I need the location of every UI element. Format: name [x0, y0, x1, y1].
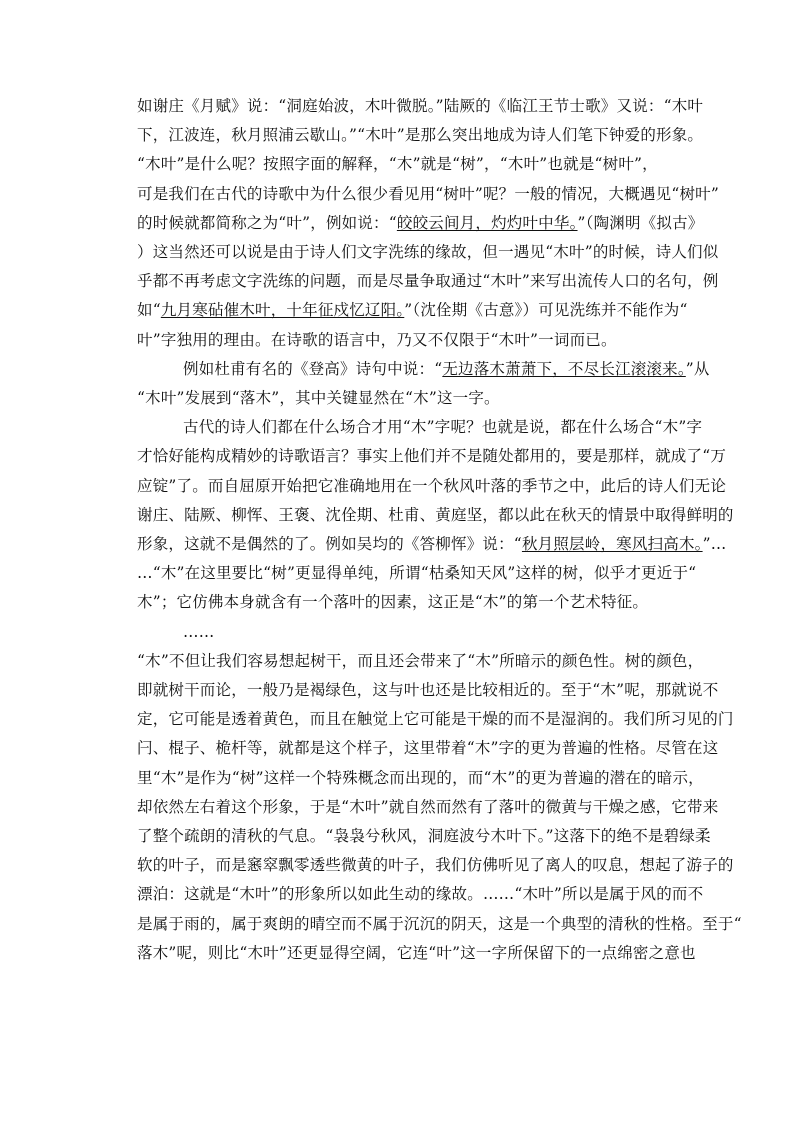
line-text: 里“木”是作为“树”这样一个特殊概念而出现的，而“木”的更为普遍的潜在的暗示， [137, 768, 704, 787]
line-text: 才恰好能构成精妙的诗歌语言？事实上他们并不是随处都用的，要是那样，就成了“万 [137, 447, 727, 466]
line-text: “木叶”是什么呢？按照字面的解释，“木”就是“树”，“木叶”也就是“树叶”， [137, 155, 658, 174]
line-text: “木叶”发展到“落木”，其中关键显然在“木”这一字。 [137, 389, 500, 408]
line-text: ”从 [685, 359, 710, 378]
document-body [137, 92, 742, 968]
quoted-poem-line: 皎皎云间月，灼灼叶中华。 [396, 213, 578, 232]
quoted-poem-line: 无边落木萧萧下，不尽长江滚滚来。 [442, 359, 686, 378]
line-text: 乎都不再考虑文字洗练的问题，而是尽量争取通过“木叶”来写出流传人口的名句，例 [137, 272, 719, 291]
text-line [137, 939, 696, 968]
text-line [137, 180, 719, 209]
line-text: 如谢庄《月赋》说：“洞庭始波，木叶微脱。”陆厥的《临江王节士歌》又说：“木叶 [137, 97, 704, 115]
text-line [137, 150, 677, 179]
line-text: 软的叶子，而是窸窣飘零透些微黄的叶子，我们仿佛听见了离人的叹息，想起了游子的 [137, 856, 734, 875]
line-text: 漂泊：这就是“木叶”的形象所以如此生动的缘故。……“木叶”所以是属于风的而不 [137, 885, 704, 904]
text-line [137, 472, 727, 501]
line-text: 木”；它仿佛本身就含有一个落叶的因素，这正是“木”的第一个艺术特征。 [137, 593, 649, 612]
text-line [137, 442, 727, 471]
text-line [137, 384, 677, 413]
line-text: “木”不但让我们容易想起树干，而且还会带来了“木”所暗示的颜色性。树的颜色， [137, 651, 704, 670]
text-line [137, 501, 734, 530]
line-text: 应锭”了。而自屈原开始把它准确地用在一个秋风叶落的季节之中，此后的诗人们无论 [137, 476, 727, 495]
text-line [137, 676, 719, 705]
text-line [137, 588, 677, 617]
text-line [137, 910, 742, 939]
line-text: 了整个疏朗的清秋的气息。“袅袅兮秋风，洞庭波兮木叶下。”这落下的绝不是碧绿柔 [137, 827, 711, 846]
line-text: 闩、棍子、桅杆等，就都是这个样子，这里带着“木”字的更为普遍的性格。尽管在这 [137, 739, 719, 758]
line-text: 形象，这就不是偶然的了。例如吴均的《答柳恽》说：“ [137, 535, 522, 554]
text-line [137, 734, 719, 763]
line-text: 是属于雨的，属于爽朗的晴空而不属于沉沉的阴天，这是一个典型的清秋的性格。至于“ [137, 914, 742, 933]
text-line [137, 413, 703, 442]
text-line [137, 793, 719, 822]
line-text: 却依然左右着这个形象，于是“木叶”就自然而然有了落叶的微黄与干燥之感，它带来 [137, 797, 719, 816]
line-text: 落木”呢，则比“木叶”还更显得空阔，它连“叶”这一字所保留下的一点绵密之意也 [137, 943, 696, 962]
line-text: 古代的诗人们都在什么场合才用“木”字呢？也就是说，都在什么场合“木”字 [183, 418, 703, 437]
text-line [137, 238, 719, 267]
line-text: 定，它可能是透着黄色，而且在触觉上它可能是干燥的而不是湿润的。我们所习见的门 [137, 710, 734, 729]
quoted-poem-line: 秋月照层岭，寒风扫高木。 [521, 535, 703, 554]
line-text: ”… [702, 535, 727, 554]
line-text: 谢庄、陆厥、柳恽、王褒、沈佺期、杜甫、黄庭坚，都以此在秋天的情景中取得鲜明的 [137, 505, 734, 524]
text-line [137, 618, 677, 647]
line-text: 的时候就都简称之为“叶”，例如说：“ [137, 213, 397, 232]
text-line [137, 822, 711, 851]
text-line [137, 705, 734, 734]
line-text: 可是我们在古代的诗歌中为什么很少看见用“树叶”呢？一般的情况，大概遇见“树叶” [137, 184, 719, 203]
line-text: 如“ [137, 301, 161, 320]
text-line [137, 267, 719, 296]
text-line [137, 880, 704, 909]
text-line [137, 92, 704, 121]
quoted-poem-line: 九月寒砧催木叶，十年征戍忆辽阳。 [160, 301, 405, 320]
text-line [137, 355, 710, 384]
line-text: ”（沈佺期《古意》）可见洗练并不能作为“ [404, 301, 688, 320]
line-text: 即就树干而论，一般乃是褐绿色，这与叶也还是比较相近的。至于“木”呢，那就说不 [137, 681, 719, 700]
line-text: …… [183, 622, 215, 641]
line-text: 下，江波连，秋月照浦云歇山。”“木叶”是那么突出地成为诗人们笔下钟爱的形象。 [137, 126, 704, 145]
line-text: 叶”字独用的理由。在诗歌的语言中，乃又不仅限于“木叶”一词而已。 [137, 330, 617, 349]
line-text: ”（陶渊明《拟古》 [577, 213, 704, 232]
text-line [137, 559, 697, 588]
text-line [137, 209, 704, 238]
text-line [137, 647, 704, 676]
text-line [137, 764, 704, 793]
text-line [137, 530, 727, 559]
text-line [137, 326, 677, 355]
line-text: 例如杜甫有名的《登高》诗句中说：“ [183, 359, 443, 378]
text-line [137, 296, 688, 325]
line-text: ）这当然还可以说是由于诗人们文字洗练的缘故，但一遇见“木叶”的时候，诗人们似 [137, 243, 719, 262]
line-text: …“木”在这里要比“树”更显得单纯，所谓“枯桑知天风”这样的树，似乎才更近于“ [137, 564, 697, 583]
text-line [137, 851, 734, 880]
text-line [137, 121, 704, 150]
